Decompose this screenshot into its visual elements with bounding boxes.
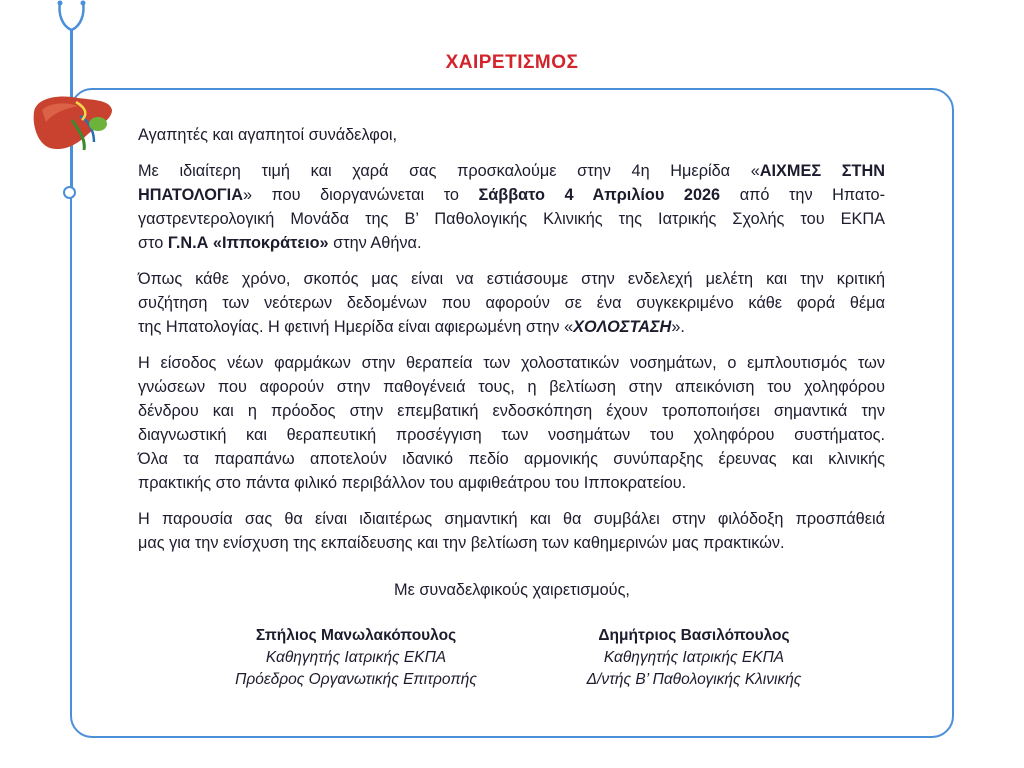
p4-line-1: Η παρουσία σας θα είναι ιδιαιτέρως σημαντική και θα συμβάλει στην φιλόδοξη προσπάθειά xyxy=(138,510,885,528)
p1-line-1 xyxy=(138,161,885,181)
p1-line-2 xyxy=(138,185,885,205)
p1-text: στην Αθήνα. xyxy=(328,234,422,252)
p2-line-1: Όπως κάθε χρόνο, σκοπός μας είναι να εστιάσουμε στην ενδελεχή μελέτη και την κριτική xyxy=(138,270,885,288)
p1-text: στο xyxy=(138,234,168,252)
p3-line-2: γνώσεων που αφορούν στην παθογένειά τους, η βελτίωση στην απεικόνιση του χοληφόρου xyxy=(138,378,885,396)
signatory-name: Σπήλιος Μανωλακόπουλος xyxy=(255,627,457,644)
p2-line-2: συζήτηση των νεότερων δεδομένων που αφορούν σε ένα συγκεκριμένο κάθε φορά θέμα xyxy=(138,294,885,312)
p2-line-3 xyxy=(138,317,885,337)
signature-block-1 xyxy=(196,625,516,691)
signatory-role: Καθηγητής Ιατρικής ΕΚΠΑ xyxy=(265,649,447,666)
stethoscope-earpiece-icon xyxy=(52,0,94,40)
p1-line-4 xyxy=(138,233,885,253)
p3-line-4: διαγνωστική και θεραπευτική προσέγγιση των νοσημάτων του χοληφόρου συστήματος. xyxy=(138,426,885,444)
p3-line-1: Η είσοδος νέων φαρμάκων στην θεραπεία των χολοστατικών νοσημάτων, ο εμπλουτισμός των xyxy=(138,354,885,372)
event-date: Σάββατο 4 Απριλίου 2026 xyxy=(478,186,721,204)
p1-text: από την Ηπατο- xyxy=(720,186,885,204)
p2-text: της Ηπατολογίας. Η φετινή Ημερίδα είναι αφιερωμένη στην « xyxy=(138,318,574,336)
signatory-name: Δημήτριος Βασιλόπουλος xyxy=(598,627,790,644)
greeting: Αγαπητές και αγαπητοί συνάδελφοι, xyxy=(138,126,398,144)
page-title: ΧΑΙΡΕΤΙΣΜΟΣ xyxy=(445,52,579,73)
event-theme: ΧΟΛΟΣΤΑΣΗ xyxy=(573,318,672,336)
signatory-role: Δ/ντής Β’ Παθολογικής Κλινικής xyxy=(586,671,802,688)
event-title-part1: ΑΙΧΜΕΣ ΣΤΗΝ xyxy=(759,162,885,180)
p2-text: ». xyxy=(671,318,685,336)
signature-block-2 xyxy=(534,625,854,691)
signatory-role: Πρόεδρος Οργανωτικής Επιτροπής xyxy=(235,671,477,688)
p1-text: » που διοργανώνεται το xyxy=(242,186,479,204)
p3-line-5: Όλα τα παραπάνω αποτελούν ιδανικό πεδίο αρμονικής συνύπαρξης έρευνας και κλινικής xyxy=(138,450,885,468)
liver-icon xyxy=(28,90,114,158)
closing-salutation: Με συναδελφικούς χαιρετισμούς, xyxy=(394,581,630,599)
p1-line-3: γαστρεντερολογική Μονάδα της Β’ Παθολογικής Κλινικής της Ιατρικής Σχολής του ΕΚΠΑ xyxy=(138,210,885,228)
p4-line-2: μας για την ενίσχυση της εκπαίδευσης και την βελτίωση των καθημερινών μας πρακτικών. xyxy=(138,534,785,552)
p3-line-6: πρακτικής στο πάντα φιλικό περιβάλλον του αμφιθεάτρου του Ιπποκρατείου. xyxy=(138,474,687,492)
event-venue: Γ.Ν.Α «Ιπποκράτειο» xyxy=(167,234,329,252)
p3-line-3: δένδρου και η πρόοδος στην επεμβατική ενδοσκόπηση έχουν τροποποιήσει σημαντικά την xyxy=(138,402,885,420)
p1-text: Με ιδιαίτερη τιμή και χαρά σας προσκαλούμε στην 4η Ημερίδα « xyxy=(138,162,760,180)
event-title-part2: ΗΠΑΤΟΛΟΓΙΑ xyxy=(138,186,243,204)
stethoscope-chestpiece-icon xyxy=(63,186,76,199)
signatory-role: Καθηγητής Ιατρικής ΕΚΠΑ xyxy=(603,649,785,666)
